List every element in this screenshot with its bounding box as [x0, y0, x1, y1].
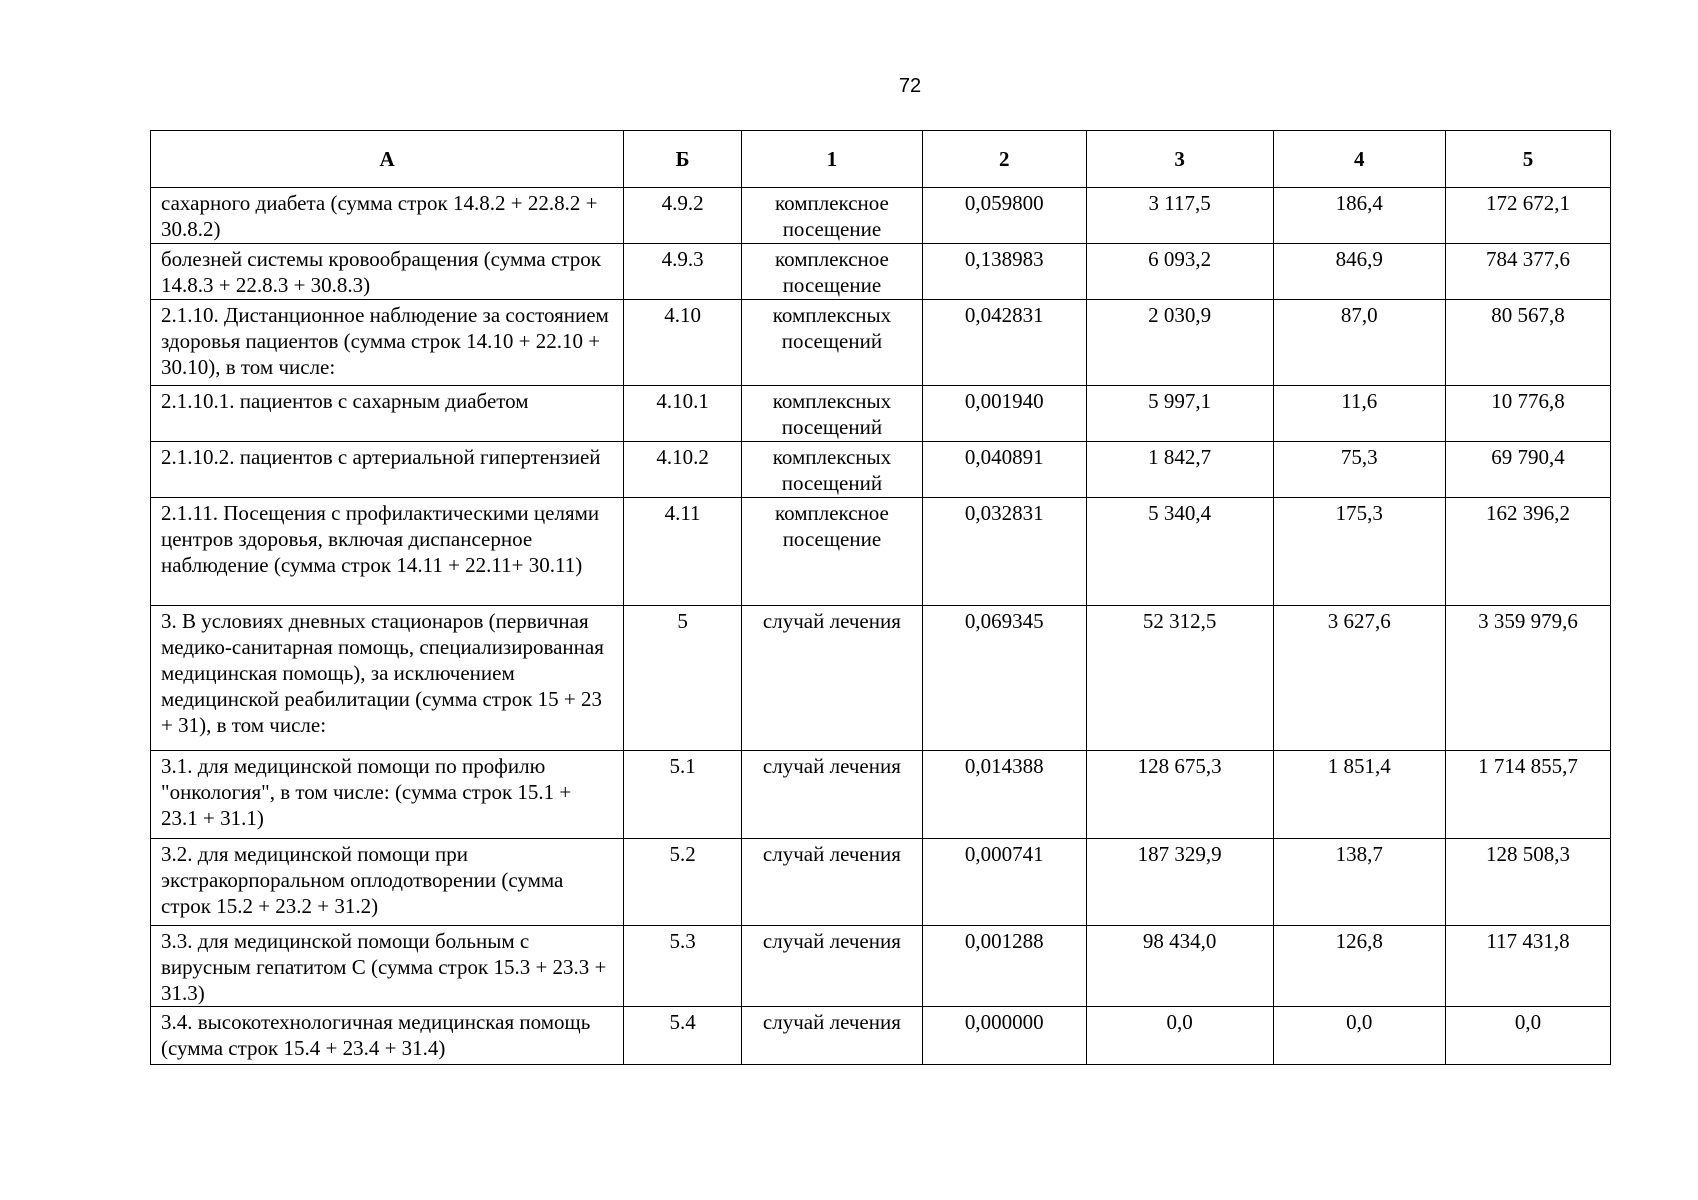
cell-value: 3 627,6: [1273, 606, 1445, 751]
column-header-3: 3: [1086, 131, 1273, 188]
cell-value: 0,0: [1086, 1007, 1273, 1065]
cell-value: 1 851,4: [1273, 751, 1445, 839]
cell-value: 1 714 855,7: [1445, 751, 1610, 839]
cell-value: 0,000741: [922, 839, 1086, 926]
cell-unit: комплексное посещение: [742, 188, 923, 244]
cell-unit: случай лечения: [742, 751, 923, 839]
cell-value: 0,0: [1445, 1007, 1610, 1065]
cell-value: 187 329,9: [1086, 839, 1273, 926]
table-header-row: [151, 131, 1611, 188]
cell-name: 3.1. для медицинской помощи по профилю "онкология", в том числе: (сумма строк 15.1 + 23.1 + 31.1): [151, 751, 624, 839]
cell-value: 98 434,0: [1086, 926, 1273, 1007]
cell-value: 846,9: [1273, 244, 1445, 300]
cell-unit: случай лечения: [742, 1007, 923, 1065]
cell-value: 6 093,2: [1086, 244, 1273, 300]
table-row: [151, 606, 1611, 751]
cell-value: 69 790,4: [1445, 442, 1610, 498]
cell-value: 0,001940: [922, 386, 1086, 442]
cell-unit: комплексное посещение: [742, 498, 923, 606]
table-row: [151, 386, 1611, 442]
table-row: [151, 300, 1611, 386]
cell-value: 126,8: [1273, 926, 1445, 1007]
cell-name: 3.2. для медицинской помощи при экстракорпоральном оплодотворении (сумма строк 15.2 + 23.2 + 31.2): [151, 839, 624, 926]
table-row: [151, 188, 1611, 244]
table-header: [151, 131, 1611, 188]
page-number: 72: [898, 75, 922, 97]
cell-code: 5: [624, 606, 742, 751]
cell-code: 4.11: [624, 498, 742, 606]
cell-value: 3 117,5: [1086, 188, 1273, 244]
cell-name: болезней системы кровообращения (сумма строк 14.8.3 + 22.8.3 + 30.8.3): [151, 244, 624, 300]
cell-name: 2.1.10.2. пациентов с артериальной гипертензией: [151, 442, 624, 498]
cell-value: 2 030,9: [1086, 300, 1273, 386]
cell-value: 5 340,4: [1086, 498, 1273, 606]
data-table: [150, 130, 1611, 1065]
table-row: [151, 244, 1611, 300]
cell-value: 172 672,1: [1445, 188, 1610, 244]
cell-value: 52 312,5: [1086, 606, 1273, 751]
table-row: [151, 442, 1611, 498]
cell-code: 4.10.1: [624, 386, 742, 442]
cell-value: 87,0: [1273, 300, 1445, 386]
table-body: [151, 188, 1611, 1065]
column-header-2: 2: [922, 131, 1086, 188]
cell-value: 5 997,1: [1086, 386, 1273, 442]
cell-value: 0,138983: [922, 244, 1086, 300]
cell-value: 10 776,8: [1445, 386, 1610, 442]
cell-value: 0,042831: [922, 300, 1086, 386]
cell-unit: комплексных посещений: [742, 442, 923, 498]
cell-value: 80 567,8: [1445, 300, 1610, 386]
cell-value: 128 508,3: [1445, 839, 1610, 926]
cell-value: 0,001288: [922, 926, 1086, 1007]
cell-value: 162 396,2: [1445, 498, 1610, 606]
cell-unit: комплексных посещений: [742, 386, 923, 442]
cell-code: 4.10: [624, 300, 742, 386]
cell-unit: комплексное посещение: [742, 244, 923, 300]
cell-value: 0,000000: [922, 1007, 1086, 1065]
cell-name: сахарного диабета (сумма строк 14.8.2 + 22.8.2 + 30.8.2): [151, 188, 624, 244]
cell-value: 0,014388: [922, 751, 1086, 839]
cell-code: 5.2: [624, 839, 742, 926]
cell-name: 2.1.10. Дистанционное наблюдение за состоянием здоровья пациентов (сумма строк 14.10 + 22.10 + 30.10), в том числе:: [151, 300, 624, 386]
cell-code: 5.1: [624, 751, 742, 839]
cell-value: 0,059800: [922, 188, 1086, 244]
cell-value: 186,4: [1273, 188, 1445, 244]
cell-name: 3.4. высокотехнологичная медицинская помощь (сумма строк 15.4 + 23.4 + 31.4): [151, 1007, 624, 1065]
cell-value: 1 842,7: [1086, 442, 1273, 498]
cell-value: 138,7: [1273, 839, 1445, 926]
table-row: [151, 1007, 1611, 1065]
cell-unit: комплексных посещений: [742, 300, 923, 386]
cell-value: 0,032831: [922, 498, 1086, 606]
cell-unit: случай лечения: [742, 926, 923, 1007]
column-header-4: 4: [1273, 131, 1445, 188]
cell-name: 3.3. для медицинской помощи больным с вирусным гепатитом С (сумма строк 15.3 + 23.3 + 31.3): [151, 926, 624, 1007]
table-row: [151, 839, 1611, 926]
cell-value: 117 431,8: [1445, 926, 1610, 1007]
cell-value: 0,069345: [922, 606, 1086, 751]
cell-value: 128 675,3: [1086, 751, 1273, 839]
cell-value: 784 377,6: [1445, 244, 1610, 300]
column-header-5: 5: [1445, 131, 1610, 188]
table-row: [151, 926, 1611, 1007]
cell-unit: случай лечения: [742, 839, 923, 926]
cell-value: 75,3: [1273, 442, 1445, 498]
cell-code: 4.10.2: [624, 442, 742, 498]
cell-value: 175,3: [1273, 498, 1445, 606]
column-header-1: 1: [742, 131, 923, 188]
cell-unit: случай лечения: [742, 606, 923, 751]
cell-code: 5.3: [624, 926, 742, 1007]
column-header-b: Б: [624, 131, 742, 188]
column-header-a: А: [151, 131, 624, 188]
cell-value: 3 359 979,6: [1445, 606, 1610, 751]
cell-name: 2.1.10.1. пациентов с сахарным диабетом: [151, 386, 624, 442]
table-row: [151, 751, 1611, 839]
cell-name: 2.1.11. Посещения с профилактическими целями центров здоровья, включая диспансерное наблюдение (сумма строк 14.11 + 22.11+ 30.11): [151, 498, 624, 606]
cell-value: 0,040891: [922, 442, 1086, 498]
cell-value: 11,6: [1273, 386, 1445, 442]
cell-code: 4.9.2: [624, 188, 742, 244]
cell-code: 5.4: [624, 1007, 742, 1065]
cell-code: 4.9.3: [624, 244, 742, 300]
table-row: [151, 498, 1611, 606]
cell-value: 0,0: [1273, 1007, 1445, 1065]
cell-name: 3. В условиях дневных стационаров (первичная медико-санитарная помощь, специализированная медицинская помощь), за исключением медицинской реабилитации (сумма строк 15 + 23 + 31), в том числе:: [151, 606, 624, 751]
